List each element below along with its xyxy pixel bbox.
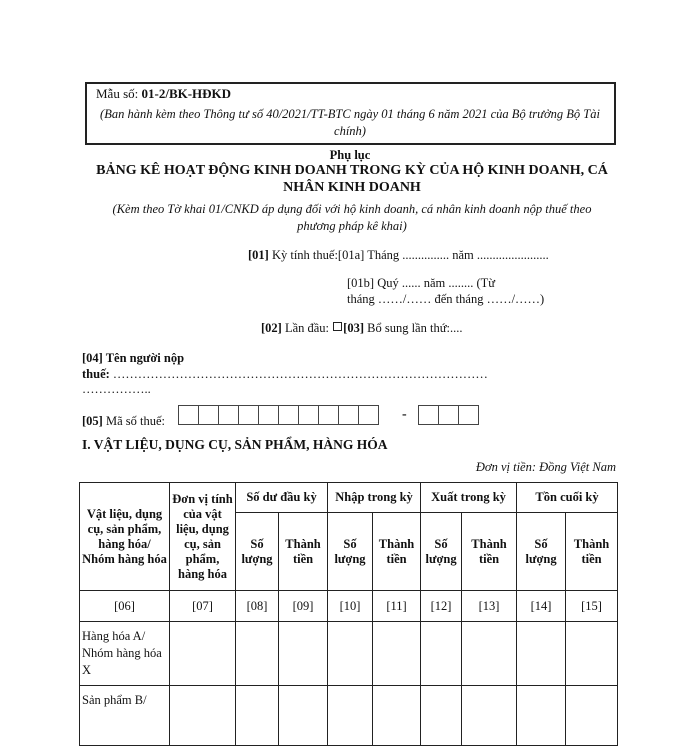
- taxpayer-name-field[interactable]: ………………………………………………………………………………: [109, 367, 488, 381]
- tax-period-month-field[interactable]: [01a] Tháng ............... năm .......................: [337, 248, 549, 262]
- supplement-code: [03]: [343, 321, 364, 335]
- col-header-item: Vật liệu, dụng cụ, sản phẩm, hàng hóa/ Nhóm hàng hóa: [80, 483, 170, 591]
- column-code: [06]: [80, 591, 170, 622]
- form-code-prefix: Mẫu số:: [96, 86, 142, 101]
- inventory-table: [79, 482, 618, 746]
- page-title: BẢNG KÊ HOẠT ĐỘNG KINH DOANH TRONG KỲ CỦA HỘ KINH DOANH, CÁ NHÂN KINH DOANH: [96, 163, 608, 195]
- tax-id-digit-box[interactable]: [318, 405, 338, 425]
- tax-id-digit-box[interactable]: [298, 405, 318, 425]
- table-cell[interactable]: [373, 622, 421, 686]
- col-group-import: Nhập trong kỳ: [328, 483, 421, 513]
- tax-id-boxes[interactable]: [178, 405, 379, 425]
- tax-id-branch-digit-box[interactable]: [418, 405, 438, 425]
- table-cell[interactable]: [462, 686, 517, 746]
- table-row: [80, 622, 618, 686]
- table-row: [80, 686, 618, 746]
- tax-id-digit-box[interactable]: [198, 405, 218, 425]
- column-code: [09]: [279, 591, 328, 622]
- table-cell[interactable]: [328, 686, 373, 746]
- tax-period-code: [01]: [248, 248, 269, 262]
- column-code: [14]: [517, 591, 566, 622]
- table-cell[interactable]: [517, 686, 566, 746]
- column-code: [11]: [373, 591, 421, 622]
- form-code: [96, 86, 231, 102]
- table-cell[interactable]: [279, 686, 328, 746]
- col-header-qty: Số lượng: [236, 513, 279, 591]
- tax-id-digit-box[interactable]: [258, 405, 278, 425]
- col-group-export: Xuất trong kỳ: [421, 483, 517, 513]
- tax-id-digit-box[interactable]: [218, 405, 238, 425]
- table-cell[interactable]: [170, 622, 236, 686]
- tax-id-row: [82, 414, 165, 429]
- tax-id-label: Mã số thuế:: [102, 414, 165, 428]
- taxpayer-name-field-cont[interactable]: ……………..: [82, 382, 151, 396]
- column-code: [07]: [170, 591, 236, 622]
- table-cell[interactable]: [236, 622, 279, 686]
- tax-id-branch-digit-box[interactable]: [458, 405, 479, 425]
- tax-period-label: Kỳ tính thuế:: [268, 248, 338, 262]
- table-cell[interactable]: [328, 622, 373, 686]
- col-group-closing: Tồn cuối kỳ: [517, 483, 618, 513]
- section-heading: I. VẬT LIỆU, DỤNG CỤ, SẢN PHẨM, HÀNG HÓA: [82, 437, 388, 452]
- currency-unit-note: Đơn vị tiền: Đồng Việt Nam: [475, 460, 616, 474]
- tax-id-digit-box[interactable]: [338, 405, 358, 425]
- tax-id-digit-box[interactable]: [278, 405, 298, 425]
- col-header-unit: Đơn vị tính của vật liệu, dụng cụ, sản phẩm, hàng hóa: [170, 483, 236, 591]
- issued-note: (Ban hành kèm theo Thông tư số 40/2021/TT-BTC ngày 01 tháng 6 năm 2021 của Bộ trưởng Bộ Tài chính): [100, 107, 600, 138]
- first-time-checkbox[interactable]: [333, 322, 342, 331]
- tax-period-quarter-line1[interactable]: [01b] Quý ...... năm ........ (Từ: [347, 276, 496, 290]
- col-header-amount: Thành tiền: [462, 513, 517, 591]
- table-cell[interactable]: [421, 622, 462, 686]
- tax-id-digit-box[interactable]: [238, 405, 258, 425]
- col-group-opening: Số dư đầu kỳ: [236, 483, 328, 513]
- column-code: [15]: [566, 591, 618, 622]
- tax-id-code: [05]: [82, 414, 103, 428]
- table-cell[interactable]: [279, 622, 328, 686]
- supplement-field[interactable]: Bổ sung lần thứ:....: [364, 321, 463, 335]
- col-header-qty: Số lượng: [421, 513, 462, 591]
- first-time-row: [261, 321, 462, 336]
- taxpayer-name-label: [04] Tên người nộp: [82, 351, 185, 365]
- tax-id-branch-digit-box[interactable]: [438, 405, 458, 425]
- first-time-code: [02]: [261, 321, 282, 335]
- table-cell[interactable]: [566, 686, 618, 746]
- tax-id-digit-box[interactable]: [178, 405, 198, 425]
- appendix-label: Phụ lục: [329, 148, 371, 162]
- table-cell[interactable]: [566, 622, 618, 686]
- row-item-label: Hàng hóa A/ Nhóm hàng hóa X: [80, 622, 170, 686]
- row-item-label: Sản phẩm B/: [80, 686, 170, 746]
- col-header-amount: Thành tiền: [566, 513, 618, 591]
- col-header-amount: Thành tiền: [373, 513, 421, 591]
- column-code: [10]: [328, 591, 373, 622]
- tax-period-quarter-line2[interactable]: tháng ……/…… đến tháng ……/……): [347, 292, 545, 306]
- form-code-value: 01-2/BK-HĐKD: [141, 86, 232, 101]
- taxpayer-name-label-line1: [82, 351, 184, 366]
- table-cell[interactable]: [170, 686, 236, 746]
- table-cell[interactable]: [517, 622, 566, 686]
- taxpayer-name-label-cont: thuế:: [82, 367, 110, 381]
- tax-id-digit-box[interactable]: [358, 405, 379, 425]
- col-header-amount: Thành tiền: [279, 513, 328, 591]
- col-header-qty: Số lượng: [328, 513, 373, 591]
- column-code: [08]: [236, 591, 279, 622]
- tax-id-branch-boxes[interactable]: [418, 405, 479, 425]
- page-subtitle: (Kèm theo Tờ khai 01/CNKD áp dụng đối với hộ kinh doanh, cá nhân kinh doanh nộp thuế theo phương pháp kê khai): [112, 202, 592, 233]
- column-code: [13]: [462, 591, 517, 622]
- tax-id-dash: -: [402, 407, 407, 422]
- table-cell[interactable]: [421, 686, 462, 746]
- taxpayer-name-line2[interactable]: [82, 367, 488, 382]
- table-cell[interactable]: [373, 686, 421, 746]
- table-cell[interactable]: [236, 686, 279, 746]
- column-code: [12]: [421, 591, 462, 622]
- col-header-qty: Số lượng: [517, 513, 566, 591]
- first-time-label: Lần đầu:: [281, 321, 333, 335]
- tax-period-row: [248, 248, 549, 263]
- table-cell[interactable]: [462, 622, 517, 686]
